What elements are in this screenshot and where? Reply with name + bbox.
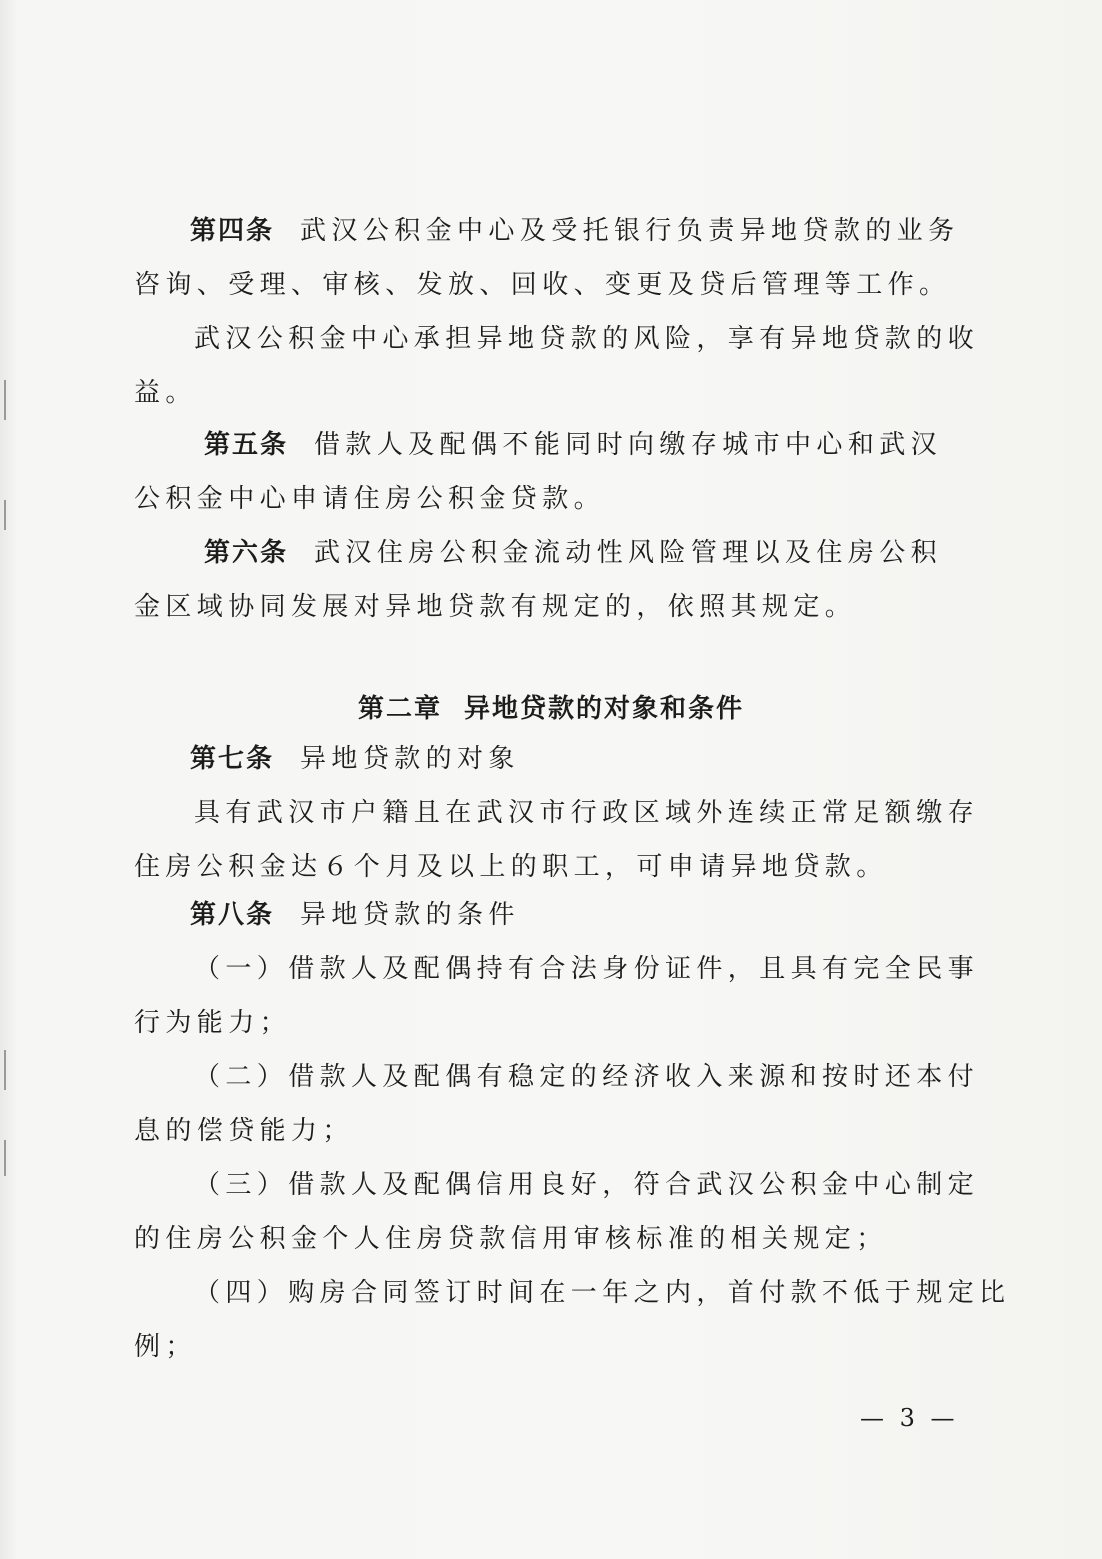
article-8-item2-line1: （二）借款人及配偶有稳定的经济收入来源和按时还本付	[194, 1062, 980, 1092]
article-8-item3-line2: 的住房公积金个人住房贷款信用审核标准的相关规定；	[134, 1224, 888, 1254]
article-8-heading: 第八条	[190, 900, 275, 930]
article-8-item1-line2: 行为能力；	[134, 1008, 292, 1038]
article-6-heading: 第六条	[204, 538, 289, 568]
article-7	[134, 732, 980, 894]
article-4-text-line1: 武汉公积金中心及受托银行负责异地贷款的业务	[300, 216, 960, 246]
article-4-para2-line1: 武汉公积金中心承担异地贷款的风险，享有异地贷款的收	[194, 324, 980, 354]
scan-edge-mark	[4, 380, 6, 420]
article-4-text-line2: 咨询、受理、审核、发放、回收、变更及贷后管理等工作。	[134, 270, 951, 300]
chapter-heading	[0, 682, 1102, 736]
article-8-item2-line2: 息的偿贷能力；	[134, 1116, 354, 1146]
scan-edge-mark	[4, 500, 6, 530]
chapter-title: 异地贷款的对象和条件	[464, 694, 745, 724]
article-7-title: 异地贷款的对象	[300, 744, 520, 774]
article-5-text-line2: 公积金中心申请住房公积金贷款。	[134, 484, 606, 514]
scan-edge-mark	[4, 1140, 6, 1176]
article-6-text-line2: 金区域协同发展对异地贷款有规定的，依照其规定。	[134, 592, 857, 622]
article-4-heading: 第四条	[190, 216, 275, 246]
page-number: — 3 —	[860, 1404, 959, 1432]
article-7-text-line2: 住房公积金达６个月及以上的职工，可申请异地贷款。	[134, 852, 888, 882]
article-8	[134, 888, 1011, 1374]
scan-edge-mark	[4, 1050, 6, 1090]
article-4	[134, 204, 980, 420]
article-8-title: 异地贷款的条件	[300, 900, 520, 930]
article-8-item4-line1: （四）购房合同签订时间在一年之内，首付款不低于规定比	[194, 1278, 1011, 1308]
article-5	[134, 418, 952, 526]
article-8-item1-line1: （一）借款人及配偶持有合法身份证件，且具有完全民事	[194, 954, 980, 984]
article-6-text-line1: 武汉住房公积金流动性风险管理以及住房公积	[314, 538, 943, 568]
article-7-text-line1: 具有武汉市户籍且在武汉市行政区域外连续正常足额缴存	[194, 798, 980, 828]
article-4-para2-line2: 益。	[134, 378, 197, 408]
article-7-heading: 第七条	[190, 744, 275, 774]
article-8-item3-line1: （三）借款人及配偶信用良好，符合武汉公积金中心制定	[194, 1170, 980, 1200]
article-6	[134, 526, 952, 634]
article-8-item4-line2: 例；	[134, 1332, 197, 1362]
article-5-heading: 第五条	[204, 430, 289, 460]
article-5-text-line1: 借款人及配偶不能同时向缴存城市中心和武汉	[314, 430, 943, 460]
chapter-number: 第二章	[357, 694, 442, 724]
